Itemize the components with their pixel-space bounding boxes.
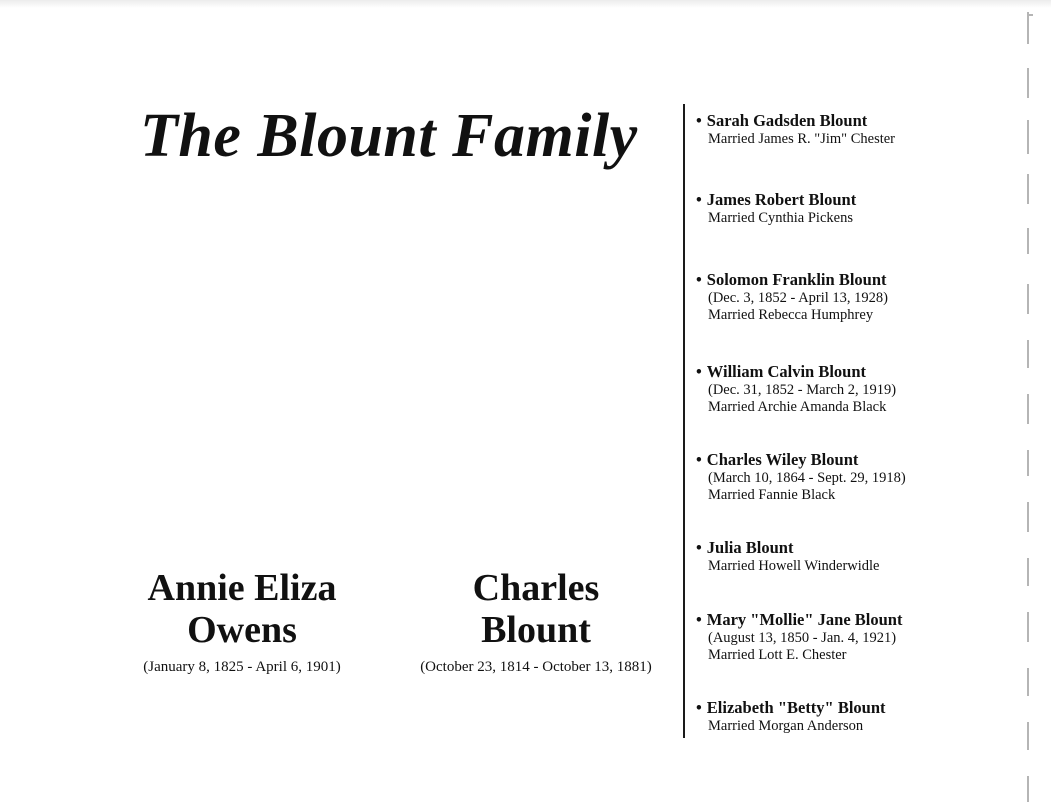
parent-last-name: Owens [187,609,297,651]
child-dates: (Dec. 31, 1852 - March 2, 1919) [708,382,897,398]
child-detail: Married Lott E. Chester [708,646,847,663]
edge-mark [1027,14,1033,16]
child-name [696,698,886,718]
child-detail: Married Rebecca Humphrey [708,306,874,323]
bullet: • [696,698,702,717]
child-name-text: Julia Blount [706,538,794,557]
bullet: • [696,362,702,381]
edge-mark [1027,12,1029,44]
page-title: The Blount Family [140,102,638,170]
bullet: • [696,270,702,289]
bullet: • [696,190,702,209]
child-name [696,362,896,382]
edge-mark [1027,668,1029,696]
child-name-text: Elizabeth "Betty" Blount [706,698,886,717]
child-name [696,111,895,131]
child-name-text: Charles Wiley Blount [706,450,859,469]
edge-mark [1027,68,1029,98]
child-name-text: Sarah Gadsden Blount [706,111,868,130]
edge-mark [1027,174,1029,204]
binder-edge-marks [1027,0,1035,811]
children-divider-line [683,104,685,738]
child-name [696,450,906,470]
bullet: • [696,450,702,469]
child-name-text: Solomon Franklin Blount [706,270,887,289]
child-entry [696,610,902,663]
edge-mark [1027,558,1029,586]
parent-first-name: Annie Eliza [147,567,337,609]
parent-father [405,567,667,677]
parent-first-name: Charles [472,567,600,609]
child-name [696,538,880,558]
child-detail: Married Fannie Black [708,486,836,503]
bullet: • [696,111,702,130]
child-dates: (Dec. 3, 1852 - April 13, 1928) [708,290,889,306]
child-entry [696,111,895,148]
child-detail: Married Archie Amanda Black [708,398,887,415]
edge-mark [1027,776,1029,802]
edge-mark [1027,502,1029,532]
edge-mark [1027,340,1029,368]
child-name-text: James Robert Blount [706,190,857,209]
parent-dates: (October 23, 1814 - October 13, 1881) [420,659,652,675]
child-entry [696,450,906,503]
child-name-text: Mary "Mollie" Jane Blount [706,610,903,629]
bullet: • [696,610,702,629]
edge-mark [1027,228,1029,254]
child-detail: Married James R. "Jim" Chester [708,131,896,147]
parent-last-name: Blount [481,609,591,651]
child-detail: Married Cynthia Pickens [708,210,853,226]
child-entry [696,190,856,227]
child-name [696,270,888,290]
bullet: • [696,538,702,557]
child-name [696,610,902,630]
children-list [696,0,1016,811]
edge-mark [1027,120,1029,154]
child-detail: Married Morgan Anderson [708,718,864,734]
child-name-text: William Calvin Blount [706,362,867,381]
parent-mother [126,567,358,677]
parent-dates: (January 8, 1825 - April 6, 1901) [143,659,341,675]
edge-mark [1027,722,1029,750]
edge-mark [1027,394,1029,424]
child-detail: Married Howell Winderwidle [708,558,880,574]
child-entry [696,698,886,735]
edge-mark [1027,450,1029,476]
child-dates: (March 10, 1864 - Sept. 29, 1918) [708,470,906,486]
child-entry [696,538,880,575]
child-dates: (August 13, 1850 - Jan. 4, 1921) [708,630,897,646]
edge-mark [1027,284,1029,314]
child-entry [696,362,896,415]
edge-mark [1027,612,1029,642]
child-entry [696,270,888,323]
child-name [696,190,856,210]
